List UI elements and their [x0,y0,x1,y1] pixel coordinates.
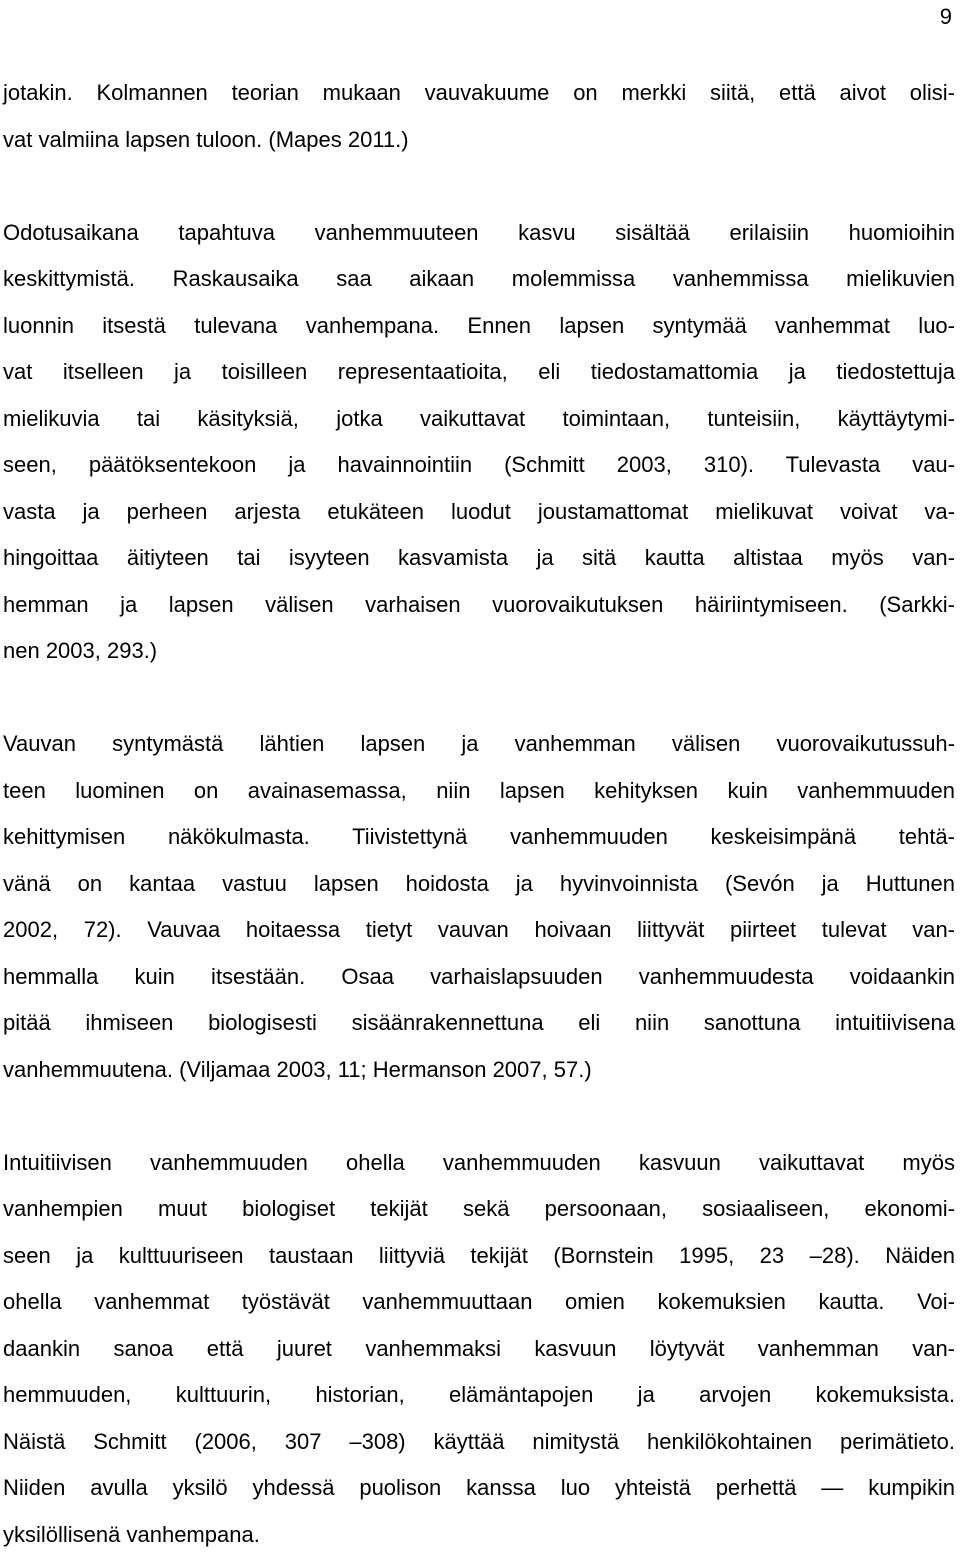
text-line: hemmalla kuin itsestään. Osaa varhaislapsuuden vanhemmuudesta voidaankin [3,954,955,1001]
text-line: vat valmiina lapsen tuloon. (Mapes 2011.) [3,117,955,164]
text-line: vat itselleen ja toisilleen representaatioita, eli tiedostamattomia ja tiedostettuja [3,349,955,396]
text-line: kehittymisen näkökulmasta. Tiivistettynä vanhemmuuden keskeisimpänä tehtä- [3,814,955,861]
text-line: vänä on kantaa vastuu lapsen hoidosta ja hyvinvoinnista (Sevón ja Huttunen [3,861,955,908]
text-line: Odotusaikana tapahtuva vanhemmuuteen kasvu sisältää erilaisiin huomioihin [3,210,955,257]
text-line: nen 2003, 293.) [3,628,955,675]
paragraph-3 [3,721,955,1093]
paragraph-2 [3,210,955,675]
text-line: hemman ja lapsen välisen varhaisen vuorovaikutuksen häiriintymiseen. (Sarkki- [3,582,955,629]
text-line: seen, päätöksentekoon ja havainnointiin (Schmitt 2003, 310). Tulevasta vau- [3,442,955,489]
text-line: vanhemmuutena. (Viljamaa 2003, 11; Hermanson 2007, 57.) [3,1047,955,1094]
text-line: seen ja kulttuuriseen taustaan liittyviä tekijät (Bornstein 1995, 23 –28). Näiden [3,1233,955,1280]
text-line: Intuitiivisen vanhemmuuden ohella vanhemmuuden kasvuun vaikuttavat myös [3,1140,955,1187]
page-number: 9 [940,2,952,32]
text-line: hemmuuden, kulttuurin, historian, elämäntapojen ja arvojen kokemuksista. [3,1372,955,1419]
text-line: mielikuvia tai käsityksiä, jotka vaikuttavat toimintaan, tunteisiin, käyttäytymi- [3,396,955,443]
paragraph-spacer [3,675,955,722]
text-line: Niiden avulla yksilö yhdessä puolison kanssa luo yhteistä perhettä — kumpikin [3,1465,955,1512]
text-line: Vauvan syntymästä lähtien lapsen ja vanhemman välisen vuorovaikutussuh- [3,721,955,768]
text-line: ohella vanhemmat työstävät vanhemmuuttaan omien kokemuksien kautta. Voi- [3,1279,955,1326]
paragraph-1 [3,70,955,163]
text-line: teen luominen on avainasemassa, niin lapsen kehityksen kuin vanhemmuuden [3,768,955,815]
paragraph-spacer [3,163,955,210]
text-line: vasta ja perheen arjesta etukäteen luodut joustamattomat mielikuvat voivat va- [3,489,955,536]
text-line: pitää ihmiseen biologisesti sisäänrakennettuna eli niin sanottuna intuitiivisena [3,1000,955,1047]
text-line: daankin sanoa että juuret vanhemmaksi kasvuun löytyvät vanhemman van- [3,1326,955,1373]
text-line: hingoittaa äitiyteen tai isyyteen kasvamista ja sitä kautta altistaa myös van- [3,535,955,582]
text-line: yksilöllisenä vanhempana. [3,1512,955,1558]
text-line: vanhempien muut biologiset tekijät sekä persoonaan, sosiaaliseen, ekonomi- [3,1186,955,1233]
paragraph-4 [3,1140,955,1558]
text-line: 2002, 72). Vauvaa hoitaessa tietyt vauvan hoivaan liittyvät piirteet tulevat van- [3,907,955,954]
text-line: Näistä Schmitt (2006, 307 –308) käyttää nimitystä henkilökohtainen perimätieto. [3,1419,955,1466]
document-body [3,70,955,1558]
paragraph-spacer [3,1093,955,1140]
text-line: jotakin. Kolmannen teorian mukaan vauvakuume on merkki siitä, että aivot olisi- [3,70,955,117]
text-line: keskittymistä. Raskausaika saa aikaan molemmissa vanhemmissa mielikuvien [3,256,955,303]
text-line: luonnin itsestä tulevana vanhempana. Ennen lapsen syntymää vanhemmat luo- [3,303,955,350]
